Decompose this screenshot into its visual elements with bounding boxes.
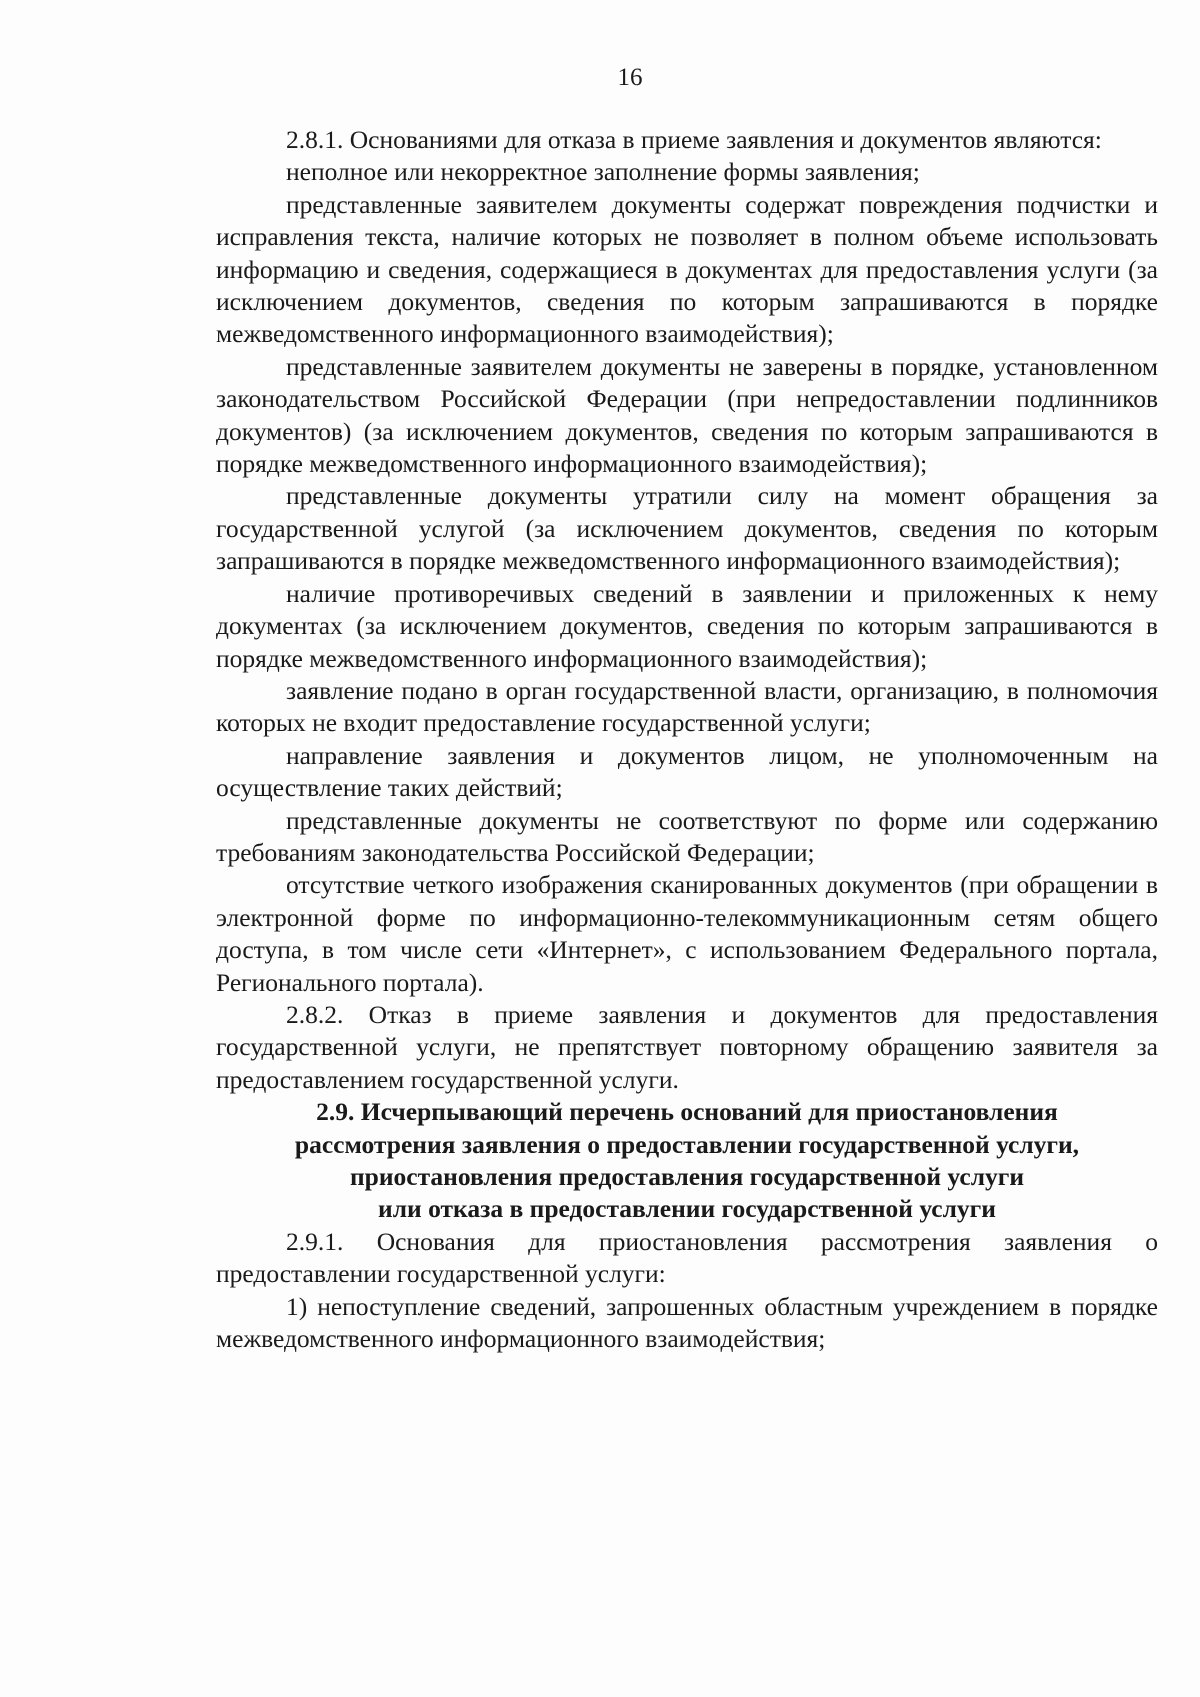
paragraph-expired-documents: представленные документы утратили силу на момент обращения за государственной услугой (за исключением документов, сведения по которым запрашиваются в порядке межведомственного информационного взаимодействия); bbox=[216, 481, 1158, 576]
section-heading-2-9 bbox=[216, 1096, 1158, 1226]
paragraph-2-8-1: 2.8.1. Основаниями для отказа в приеме заявления и документов являются: bbox=[286, 125, 1102, 154]
paragraph-wrong-authority: заявление подано в орган государственной власти, организацию, в полномочия которых не входит предоставление государственной услуги; bbox=[216, 675, 1158, 738]
heading-line: 2.9. Исчерпывающий перечень оснований для приостановления bbox=[316, 1097, 1058, 1127]
page-number: 16 bbox=[617, 64, 643, 91]
paragraph-contradictory-info: наличие противоречивых сведений в заявлении и приложенных к нему документах (за исключением документов, сведения по которым запрашиваются в порядке межведомственного информационного взаимодействия); bbox=[216, 578, 1158, 673]
paragraph-unauthorized-person: направление заявления и документов лицом, не уполномоченным на осуществление таких действий; bbox=[216, 740, 1158, 803]
paragraph-2-9-1: 2.9.1. Основания для приостановления рассмотрения заявления о предоставлении государственной услуги: bbox=[216, 1226, 1158, 1289]
paragraph-2-8-2: 2.8.2. Отказ в приеме заявления и документов для предоставления государственной услуги, не препятствует повторному обращению заявителя за предоставлением государственной услуги. bbox=[216, 999, 1158, 1094]
paragraph-non-compliant: представленные документы не соответствуют по форме или содержанию требованиям законодательства Российской Федерации; bbox=[216, 805, 1158, 867]
document-body bbox=[216, 124, 1158, 1355]
paragraph-damaged-documents: представленные заявителем документы содержат повреждения подчистки и исправления текста, наличие которых не позволяет в полном объеме использовать информацию и сведения, содержащиеся в документах для предоставления услуги (за исключением документов, сведения по которым запрашиваются в порядке межведомственного информационного взаимодействия); bbox=[216, 189, 1158, 349]
paragraph-incomplete-form: неполное или некорректное заполнение формы заявления; bbox=[286, 157, 920, 187]
paragraph-unclear-scans: отсутствие четкого изображения сканированных документов (при обращении в электронной форме по информационно-телекоммуникационным сетям общего доступа, в том числе сети «Интернет», с использованием Федерального портала, Регионального портала). bbox=[216, 870, 1158, 997]
heading-line: приостановления предоставления государственной услуги bbox=[349, 1162, 1025, 1191]
paragraph-item-1: 1) непоступление сведений, запрошенных областным учреждением в порядке межведомственного информационного взаимодействия; bbox=[216, 1291, 1158, 1354]
heading-line: рассмотрения заявления о предоставлении государственной услуги, bbox=[294, 1129, 1080, 1159]
paragraph-not-certified: представленные заявителем документы не заверены в порядке, установленном законодательством Российской Федерации (при непредоставлении подлинников документов) (за исключением документов, сведения по которым запрашиваются в порядке межведомственного информационного взаимодействия); bbox=[216, 351, 1158, 479]
heading-line: или отказа в предоставлении государственной услуги bbox=[378, 1194, 996, 1224]
